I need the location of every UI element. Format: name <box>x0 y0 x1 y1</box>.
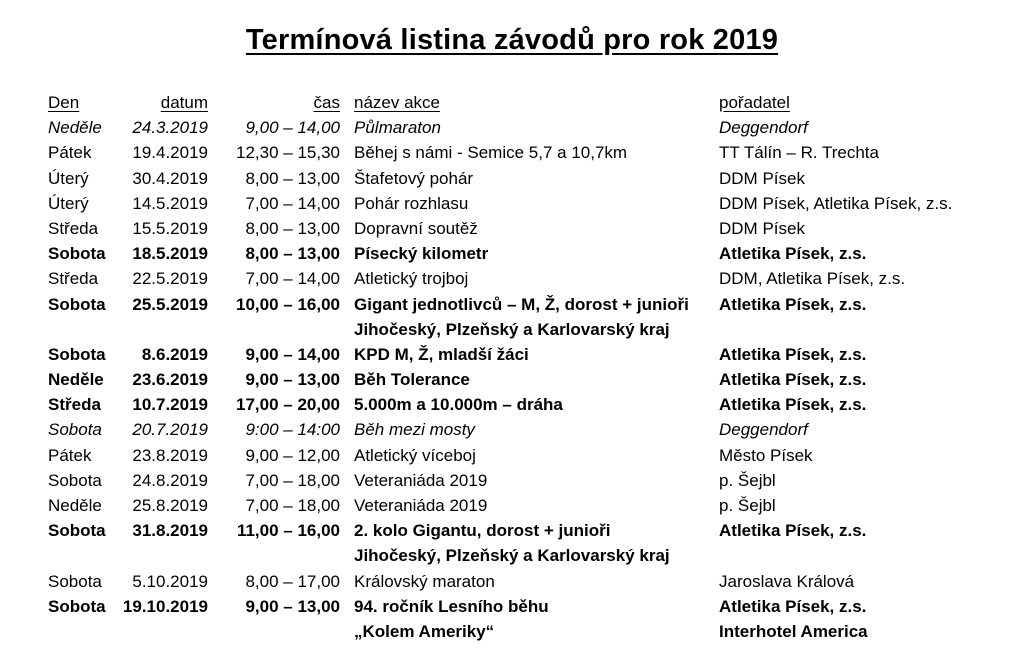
table-row <box>0 266 1024 291</box>
row-event-name: KPD M, Ž, mladší žáci <box>354 344 529 364</box>
row-organizer: TT Tálín – R. Trechta <box>719 143 879 163</box>
row-day: Úterý <box>48 168 89 188</box>
table-row <box>0 216 1024 241</box>
row-date: 30.4.2019 <box>132 168 208 188</box>
event-schedule-table <box>0 90 1024 644</box>
row-day: Sobota <box>48 571 102 591</box>
row-event-name: Atletický trojboj <box>354 269 469 289</box>
table-row <box>0 468 1024 493</box>
row-organizer: DDM, Atletika Písek, z.s. <box>719 269 906 289</box>
row-day: Sobota <box>48 294 106 314</box>
table-row <box>0 493 1024 518</box>
row-date: 15.5.2019 <box>132 218 208 238</box>
row-date: 19.10.2019 <box>122 596 208 616</box>
row-day: Pátek <box>48 445 92 465</box>
row-day: Sobota <box>48 521 106 541</box>
row-organizer: Deggendorf <box>719 118 808 138</box>
row-event-name: Dopravní soutěž <box>354 218 478 238</box>
row-date: 22.5.2019 <box>132 269 208 289</box>
row-date: 25.5.2019 <box>132 294 208 314</box>
table-row <box>0 543 1024 568</box>
row-date: 31.8.2019 <box>132 521 208 541</box>
row-organizer: Atletika Písek, z.s. <box>719 395 867 415</box>
table-row <box>0 518 1024 543</box>
row-event-name: Štafetový pohár <box>354 168 474 188</box>
row-event-name: Běh mezi mosty <box>354 420 475 440</box>
row-day: Sobota <box>48 470 102 490</box>
row-time: 9:00 – 14:00 <box>245 420 340 440</box>
row-organizer: p. Šejbl <box>719 470 776 490</box>
table-row <box>0 417 1024 442</box>
row-event-name: Veteraniáda 2019 <box>354 470 488 490</box>
row-event-name: Královský maraton <box>354 571 495 591</box>
row-date: 5.10.2019 <box>132 571 208 591</box>
row-organizer: Atletika Písek, z.s. <box>719 521 867 541</box>
row-day: Neděle <box>48 370 104 390</box>
row-time: 9,00 – 14,00 <box>245 344 340 364</box>
header-event-name: název akce <box>354 93 440 112</box>
row-day: Sobota <box>48 420 102 440</box>
table-row <box>0 191 1024 216</box>
row-organizer: Atletika Písek, z.s. <box>719 596 867 616</box>
row-date: 19.4.2019 <box>132 143 208 163</box>
header-day: Den <box>48 93 80 112</box>
table-body <box>0 115 1024 644</box>
row-organizer: Atletika Písek, z.s. <box>719 294 867 314</box>
row-event-name: Pohár rozhlasu <box>354 193 469 213</box>
table-row <box>0 569 1024 594</box>
row-time: 8,00 – 13,00 <box>245 218 340 238</box>
row-organizer: Atletika Písek, z.s. <box>719 244 867 264</box>
row-event-name: Běhej s námi - Semice 5,7 a 10,7km <box>354 143 628 163</box>
table-header-row <box>0 90 1024 115</box>
row-time: 7,00 – 18,00 <box>245 470 340 490</box>
table-row <box>0 367 1024 392</box>
table-row <box>0 342 1024 367</box>
row-event-name: 2. kolo Gigantu, dorost + junioři <box>354 521 611 541</box>
table-row <box>0 140 1024 165</box>
table-row <box>0 241 1024 266</box>
table-row <box>0 292 1024 317</box>
row-organizer: Jaroslava Králová <box>719 571 855 591</box>
row-date: 23.6.2019 <box>132 370 208 390</box>
row-time: 8,00 – 17,00 <box>245 571 340 591</box>
row-day: Pátek <box>48 143 92 163</box>
row-day: Neděle <box>48 118 102 138</box>
row-event-name: „Kolem Ameriky“ <box>354 621 495 641</box>
row-time: 8,00 – 13,00 <box>245 168 340 188</box>
row-event-name: 94. ročník Lesního běhu <box>354 596 549 616</box>
row-organizer: Interhotel America <box>719 621 868 641</box>
row-event-name: Jihočeský, Plzeňský a Karlovarský kraj <box>354 546 670 566</box>
row-organizer: DDM Písek <box>719 218 805 238</box>
table-row <box>0 619 1024 644</box>
table-row <box>0 166 1024 191</box>
row-date: 24.8.2019 <box>132 470 208 490</box>
row-event-name: Atletický víceboj <box>354 445 476 465</box>
row-day: Středa <box>48 218 99 238</box>
row-time: 9,00 – 13,00 <box>245 370 340 390</box>
row-event-name: Gigant jednotlivců – M, Ž, dorost + junioři <box>354 294 689 314</box>
row-event-name: Písecký kilometr <box>354 244 489 264</box>
row-day: Středa <box>48 269 99 289</box>
row-day: Sobota <box>48 244 106 264</box>
header-date: datum <box>160 93 208 112</box>
row-date: 14.5.2019 <box>132 193 208 213</box>
table-row <box>0 317 1024 342</box>
row-time: 12,30 – 15,30 <box>236 143 340 163</box>
row-day: Sobota <box>48 596 106 616</box>
header-time: čas <box>313 93 340 112</box>
row-organizer: DDM Písek, Atletika Písek, z.s. <box>719 193 953 213</box>
row-time: 10,00 – 16,00 <box>236 294 340 314</box>
row-time: 9,00 – 12,00 <box>245 445 340 465</box>
table-row <box>0 443 1024 468</box>
row-event-name: Veteraniáda 2019 <box>354 496 488 515</box>
row-time: 11,00 – 16,00 <box>236 521 340 541</box>
table-row <box>0 594 1024 619</box>
row-time: 7,00 – 14,00 <box>245 193 340 213</box>
row-organizer: Město Písek <box>719 445 813 465</box>
row-time: 8,00 – 13,00 <box>245 244 340 264</box>
row-day: Neděle <box>48 496 102 515</box>
row-date: 18.5.2019 <box>132 244 208 264</box>
row-date: 20.7.2019 <box>132 420 208 440</box>
page-title: Termínová listina závodů pro rok 2019 <box>245 24 779 56</box>
row-date: 23.8.2019 <box>132 445 208 465</box>
row-day: Středa <box>48 395 101 415</box>
row-date: 24.3.2019 <box>132 118 208 138</box>
row-organizer: Deggendorf <box>719 420 808 440</box>
row-day: Sobota <box>48 344 106 364</box>
row-time: 17,00 – 20,00 <box>236 395 340 415</box>
table-row <box>0 115 1024 140</box>
row-event-name: Půlmaraton <box>354 118 441 138</box>
row-time: 7,00 – 18,00 <box>245 496 340 515</box>
row-organizer: Atletika Písek, z.s. <box>719 370 867 390</box>
row-time: 7,00 – 14,00 <box>245 269 340 289</box>
table-row <box>0 392 1024 417</box>
row-event-name: Běh Tolerance <box>354 370 470 390</box>
row-organizer: p. Šejbl <box>719 496 776 515</box>
row-day: Úterý <box>48 193 89 213</box>
row-event-name: Jihočeský, Plzeňský a Karlovarský kraj <box>354 319 670 339</box>
header-organizer: pořadatel <box>719 93 790 112</box>
row-organizer: DDM Písek <box>719 168 805 188</box>
row-event-name: 5.000m a 10.000m – dráha <box>354 395 563 415</box>
row-date: 10.7.2019 <box>132 395 208 415</box>
row-date: 25.8.2019 <box>132 496 208 515</box>
row-time: 9,00 – 14,00 <box>245 118 340 138</box>
row-date: 8.6.2019 <box>141 344 208 364</box>
row-organizer: Atletika Písek, z.s. <box>719 344 867 364</box>
row-time: 9,00 – 13,00 <box>245 596 340 616</box>
